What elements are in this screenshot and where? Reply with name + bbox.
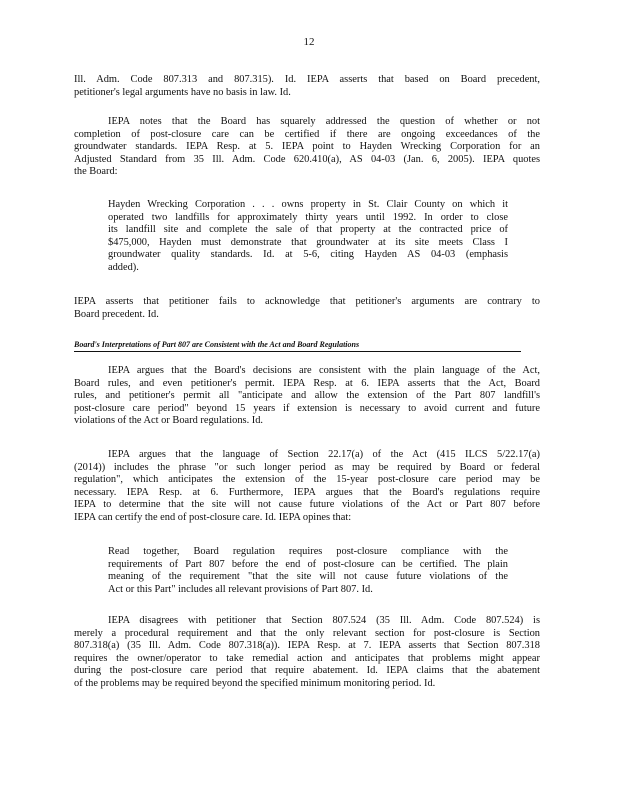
quote-line: Act or this Part" includes all relevant provisions of Part 807. Id. (108, 583, 373, 595)
quote-line: its landfill site and complete the sale of that property at the contracted price of (108, 224, 508, 236)
quote-line: meaning of the requirement "that the site will not cause future violations of the (108, 571, 508, 583)
text-line: Adjusted Standard from 35 Ill. Adm. Code 620.410(a), AS 04-03 (Jan. 6, 2005). IEPA quotes (74, 153, 540, 165)
quote-line: Read together, Board regulation requires post-closure compliance with the (108, 546, 508, 557)
text-line: Board rules, and even petitioner's permit. IEPA Resp. at 6. IEPA asserts that the Act, Board (74, 377, 540, 389)
text-line: rules, and petitioner's permit all "anticipate and allow the extension of the Part 807 landfill's (74, 390, 540, 402)
paragraph-1 (74, 74, 540, 99)
text-line: the Board: (74, 166, 118, 178)
text-line: IEPA disagrees with petitioner that Section 807.524 (35 Ill. Adm. Code 807.524) is (108, 615, 540, 626)
text-line: IEPA notes that the Board has squarely addressed the question of whether or not (108, 116, 540, 127)
text-line: necessary. IEPA Resp. at 6. Furthermore, IEPA argues that the Board's regulations require (74, 486, 540, 498)
text-line: violations of the Act or Board regulations. Id. (74, 415, 264, 427)
text-line: IEPA argues that the language of Section 22.17(a) of the Act (415 ILCS 5/22.17(a) (108, 449, 540, 460)
text-line: groundwater standards. IEPA Resp. at 5. IEPA point to Hayden Wrecking Corporation for an (74, 141, 540, 153)
text-line: Ill. Adm. Code 807.313 and 807.315). Id. IEPA asserts that based on Board precedent, (74, 74, 540, 85)
quote-line: $475,000, Hayden must demonstrate that groundwater at its site meets Class I (108, 236, 508, 248)
text-line: completion of post-closure care can be certified if there are ongoing exceedances of the (74, 128, 540, 140)
text-line: (2014)) includes the phrase "or such longer period as may be required by Board or federal (74, 461, 540, 473)
text-line: requires the owner/operator to take remedial action and anticipates that problems might appear (74, 652, 540, 664)
text-line: of the problems may be required beyond the specified minimum monitoring period. Id. (74, 677, 436, 689)
paragraph-4 (74, 365, 540, 428)
section-heading: Board's Interpretations of Part 807 are Consistent with the Act and Board Regulations (74, 339, 521, 352)
text-line: petitioner's legal arguments have no basis in law. Id. (74, 86, 291, 98)
page-number: 12 (303, 36, 315, 48)
text-line: regulation", which anticipates the extension of the 15-year post-closure care period may be (74, 474, 540, 486)
text-line: IEPA to determine that the site will not cause future violations of the Act or Part 807 before (74, 499, 540, 511)
block-quote-1 (108, 199, 508, 275)
text-line: IEPA asserts that petitioner fails to acknowledge that petitioner's arguments are contrary to (74, 296, 540, 307)
paragraph-5 (74, 449, 540, 525)
text-line: post-closure care period" beyond 15 years if extension is necessary to avoid current and future (74, 402, 540, 414)
quote-line: operated two landfills for approximately thirty years until 1992. In order to close (108, 211, 508, 223)
text-line: during the post-closure care period that require abatement. Id. IEPA claims that the abatement (74, 665, 540, 677)
quote-line: requirements of Part 807 before the end of post-closure can be certified. The plain (108, 558, 508, 570)
text-line: merely a procedural requirement and that the only relevant section for post-closure is Section (74, 627, 540, 639)
quote-line: added). (108, 261, 139, 273)
text-line: IEPA argues that the Board's decisions are consistent with the plain language of the Act, (108, 365, 540, 376)
quote-line: groundwater quality standards. Id. at 5-6, citing Hayden AS 04-03 (emphasis (108, 249, 508, 261)
text-line: 807.318(a) (35 Ill. Adm. Code 807.318(a)). IEPA Resp. at 7. IEPA asserts that Section 807.318 (74, 640, 540, 652)
quote-line: Hayden Wrecking Corporation . . . owns property in St. Clair County on which it (108, 199, 508, 210)
paragraph-3 (74, 296, 540, 321)
text-line: Board precedent. Id. (74, 308, 159, 320)
block-quote-2 (108, 546, 508, 596)
text-line: IEPA can certify the end of post-closure care. Id. IEPA opines that: (74, 511, 352, 523)
paragraph-2 (74, 116, 540, 179)
paragraph-6 (74, 615, 540, 691)
